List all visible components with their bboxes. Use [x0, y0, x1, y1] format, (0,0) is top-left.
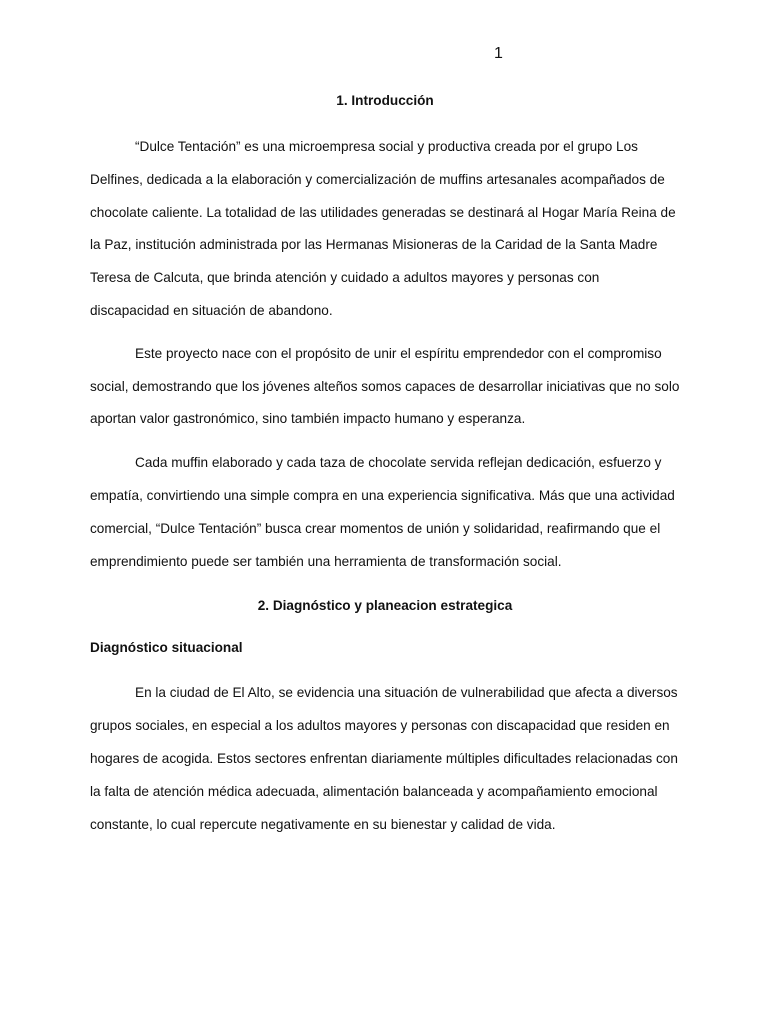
section-heading-introduccion: 1. Introducción	[336, 93, 434, 108]
document-body	[90, 91, 680, 841]
paragraph: En la ciudad de El Alto, se evidencia una situación de vulnerabilidad que afecta a diversos grupos sociales, en especial a los adultos mayores y personas con discapacidad que residen en hogares de acogida. Estos sectores enfrentan diariamente múltiples dificultades relacionadas con la falta de atención médica adecuada, alimentación balanceada y acompañamiento emocional constante, lo cual repercute negativamente en su bienestar y calidad de vida.	[90, 685, 678, 832]
paragraph: Este proyecto nace con el propósito de unir el espíritu emprendedor con el compromiso social, demostrando que los jóvenes alteños somos capaces de desarrollar iniciativas que no solo aportan valor gastronómico, sino también impacto humano y esperanza.	[90, 345, 680, 427]
page-number: 1	[494, 45, 503, 62]
paragraph: Cada muffin elaborado y cada taza de chocolate servida reflejan dedicación, esfuerzo y empatía, convirtiendo una simple compra en una experiencia significativa. Más que una actividad comercial, “Dulce Tentación” busca crear momentos de unión y solidaridad, reafirmando que el emprendimiento puede ser también una herramienta de transformación social.	[90, 455, 675, 569]
paragraph: “Dulce Tentación” es una microempresa social y productiva creada por el grupo Los Delfines, dedicada a la elaboración y comercialización de muffins artesanales acompañados de chocolate caliente. La totalidad de las utilidades generadas se destinará al Hogar María Reina de la Paz, institución administrada por las Hermanas Misioneras de la Caridad de la Santa Madre Teresa de Calcuta, que brinda atención y cuidado a adultos mayores y personas con discapacidad en situación de abandono.	[90, 139, 676, 318]
subheading-diagnostico-situacional: Diagnóstico situacional	[90, 640, 243, 656]
section-heading-diagnostico: 2. Diagnóstico y planeacion estrategica	[257, 598, 513, 614]
